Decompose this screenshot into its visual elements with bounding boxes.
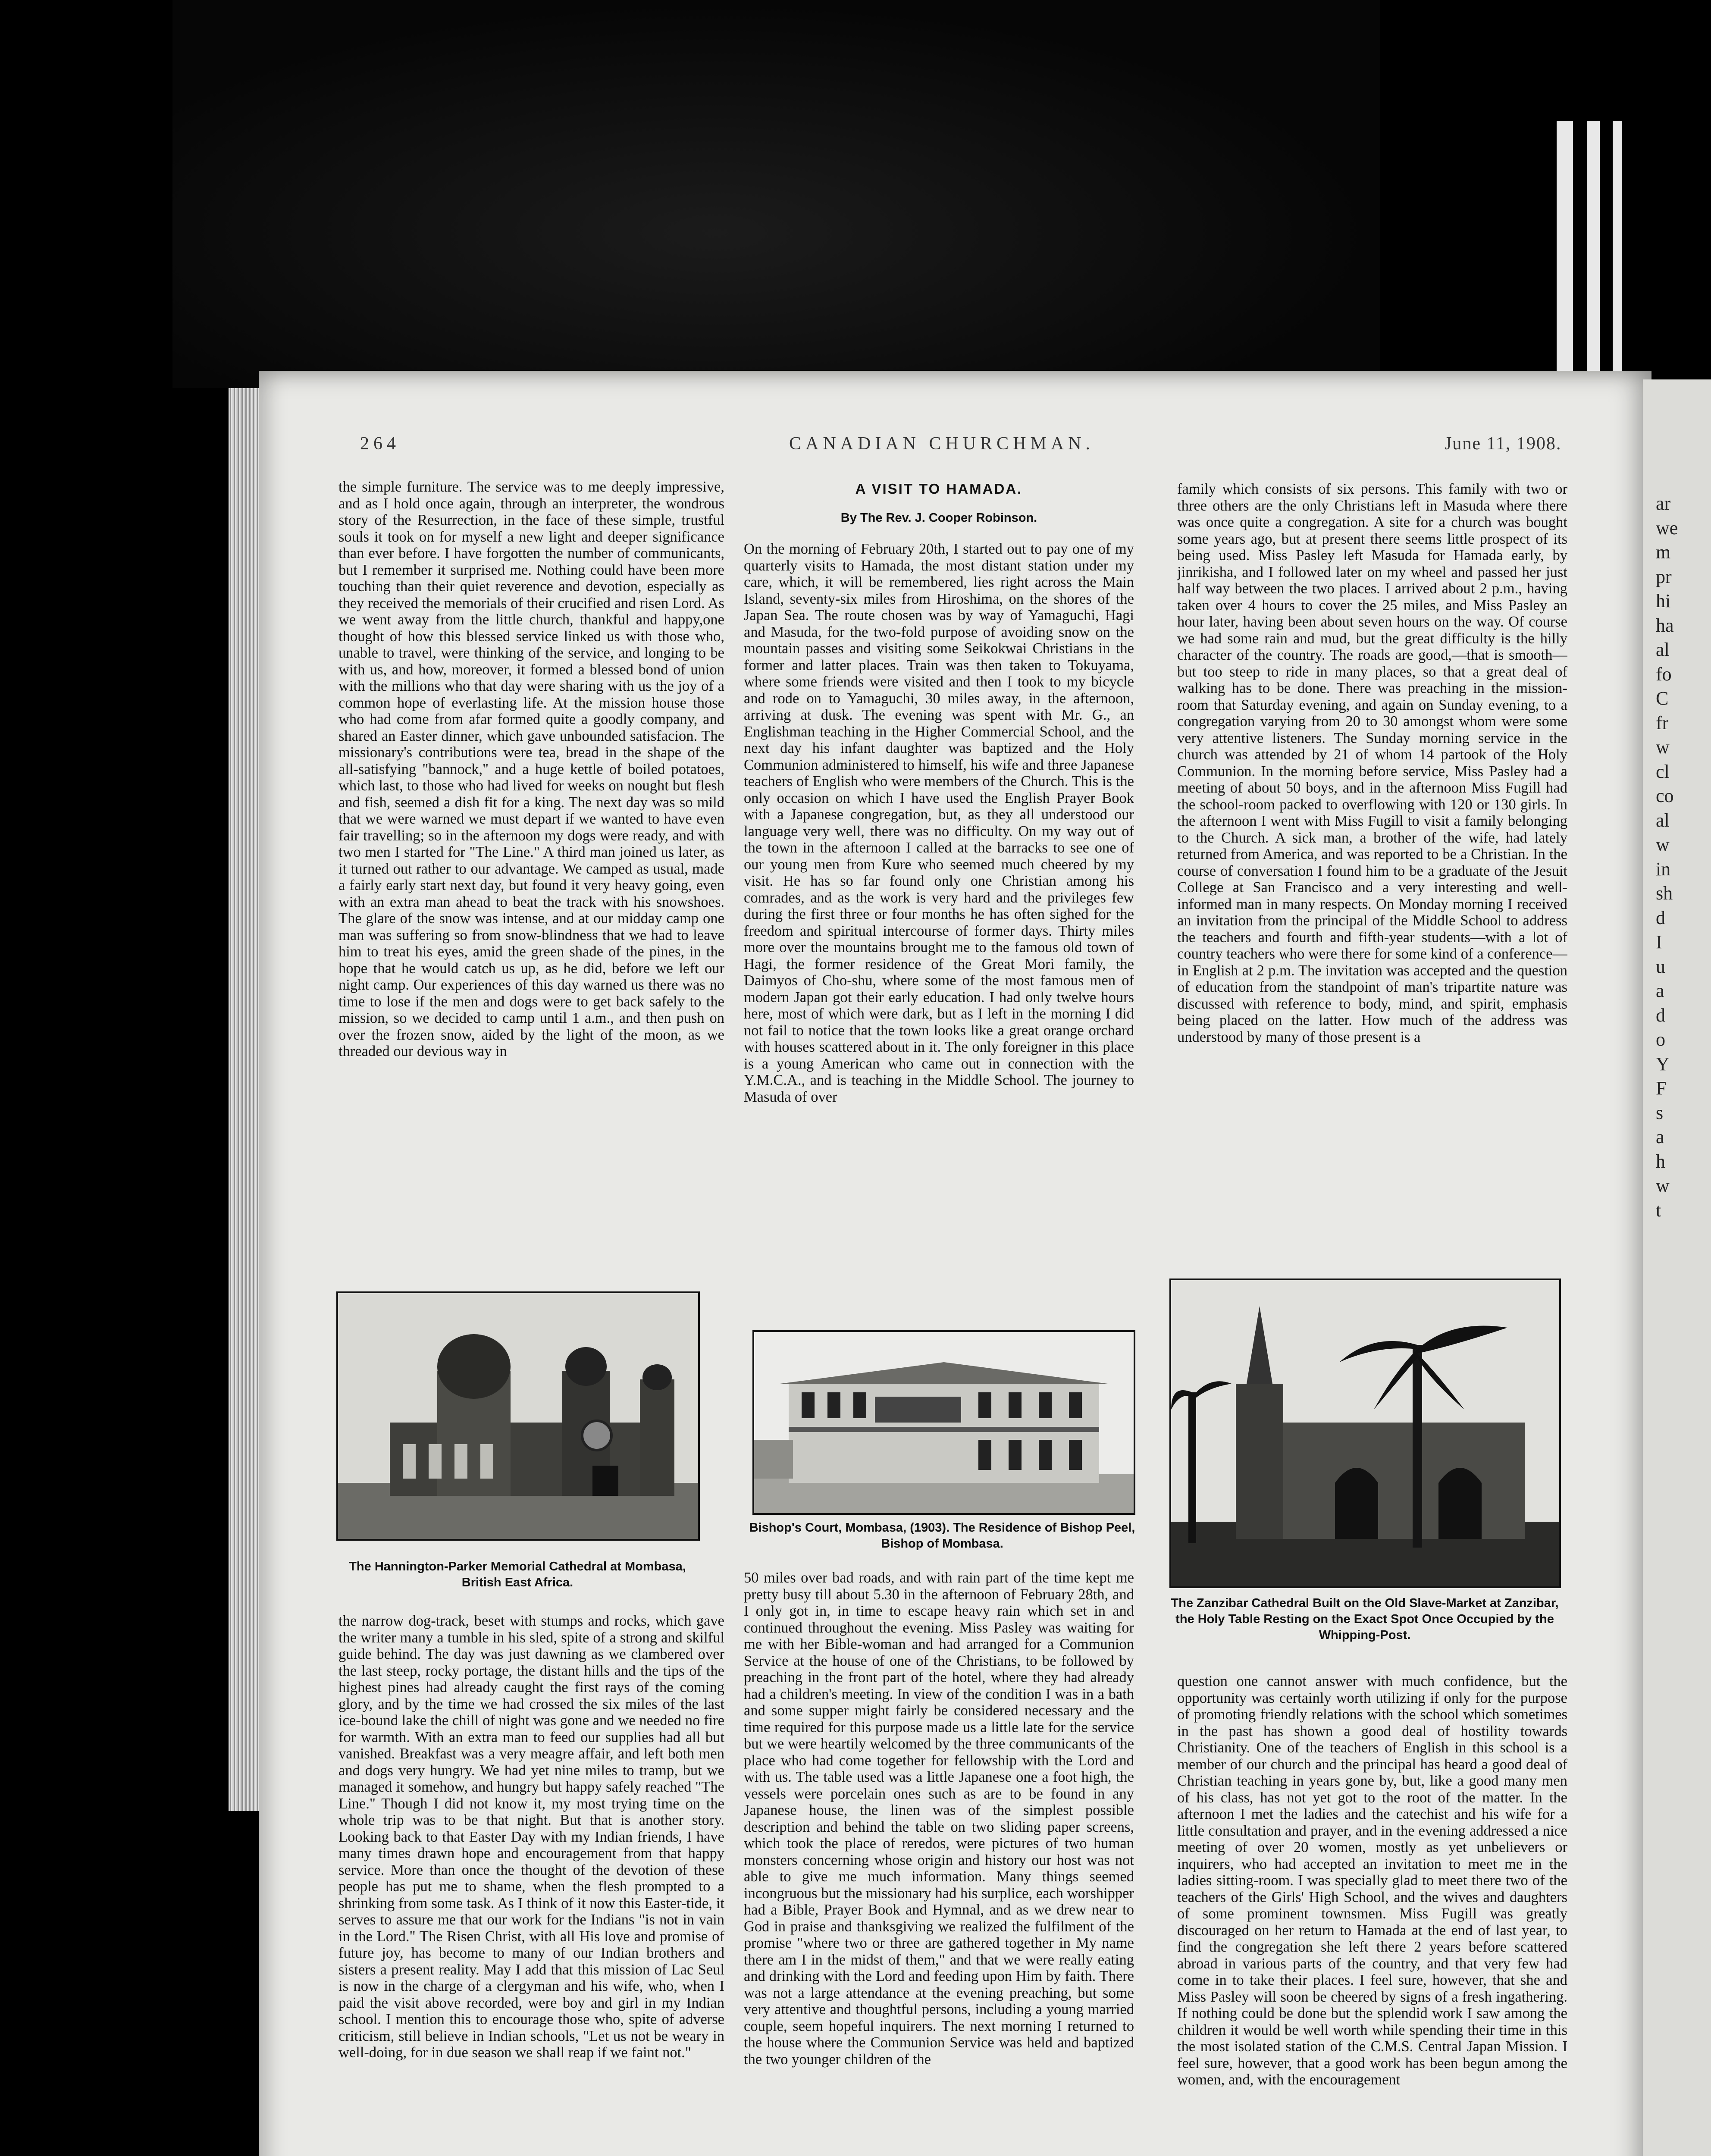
body-text: question one cannot answer with much confidence, but the opportunity was certainly worth utilizing if only for the purpose of promoting friendly relations with the school which sometimes in the past has shown a good deal of hostility towards Christianity. One of the teachers of English in this school is a member of our church and the principal has heard a good deal of Christian teaching in years gone by, but, like a good many men of his class, has not yet got to the root of the matter. In the afternoon I met the ladies and the catechist and his wife for a little consultation and prayer, and in the evening addressed a nice meeting of over 20 women, mostly as yet unbelievers or inquirers, who had accepted an invitation to meet me in the ladies sitting-room. I was specially glad to meet there two of the teachers of the Girls' High School, and the wives and daughters of some prominent townsmen. Miss Fugill was greatly discouraged on her return to Hamada at the end of last year, to find the congregation she left there 2 years before scattered abroad in various parts of the country, and that very few had come in to take their places. I feel sure, however, that she and Miss Pasley will soon be cheered by signs of a fresh ingathering. If nothing could be done but the splendid work I saw among the children it would be well worth while spending their time in this the most isolated station of the C.M.S. Central Japan Mission. I feel sure, however, that a good work has been begun among the women, and, with the encouragement xyxy=(1177,1673,1567,2088)
column-1-bottom xyxy=(338,1613,724,2134)
facing-page-edge xyxy=(1643,379,1711,2156)
body-text: family which consists of six persons. This family with two or three others are the only Christians left in Masuda where there was once quite a congregation. A site for a church was bought some years ago, but at present there seems little prospect of its being used. Miss Pasley left Masuda for Hamada early, by jinrikisha, and I followed later on my wheel and passed her just half way between the two places. I arrived about 2 p.m., having taken over 4 hours to cover the 25 miles, and Miss Pasley an hour later, having been about seven hours on the way. Of course we had some rain and mud, but the great difficulty is the hilly character of the country. The roads are good,—that is smooth—but too steep to ride in many places, so that a great deal of walking has to be done. There was preaching in the mission-room that Saturday evening, and again on Sunday evening, to a congregation varying from 20 to 30 amongst whom were some very attentive listeners. The Sunday morning service in the church was attended by 21 of whom 14 partook of the Holy Communion. In the morning before service, Miss Pasley had a meeting of about 50 boys, and in the afternoon Miss Fugill had the school-room packed to overflowing with 120 or 130 girls. In the afternoon I went with Miss Fugill to visit a family belonging to the Church. A sick man, a brother of the wife, had lately returned from America, and was reported to be a Christian. In the course of conversation I found him to be a graduate of the Jesuit College at San Francisco and a very interesting and well-informed man in many respects. On Monday morning I received an invitation from the principal of the Middle School to address the teachers and fourth and fifth-year students—with a lot of country teachers who were there for some kind of a conference—in English at 2 p.m. The invitation was accepted and the question of education from the standpoint of man's tripartite nature was discussed with reference to body, mind, and spirit, emphasis being placed on the latter. How much of the address was understood by many of those present is a xyxy=(1177,481,1567,1045)
binding-strip xyxy=(1587,121,1600,388)
photo-caption: The Zanzibar Cathedral Built on the Old Slave-Market at Zanzibar, the Holy Table Resting on the Exact Spot Once Occupied by the Whipping-Post. xyxy=(1171,1596,1559,1642)
body-text: the simple furniture. The service was to me deeply impressive, and as I hold once again, through an interpreter, the wondrous story of the Resurrection, in the face of these simple, trustful souls it took on for myself a new light and deeper significance than ever before. I have forgotten the number of communicants, but I remember it surprised me. Nothing could have been more touching than their quiet reverence and devotion, especially as they received the memorials of their crucified and risen Lord. As we went away from the little church, thankful and happy,one thought of how this blessed service linked us with those who, unable to travel, were thinking of the service, and longing to be with us, and how, moreover, it formed a blessed bond of union with the millions who that day were sharing with us the joy of a common hope of everlasting life. At the mission house those who had come from afar formed quite a goodly company, and shared an Easter dinner, which gave unbounded satisfacion. The missionary's contributions were tea, bread in the shape of the all-satisfying "bannock," and a huge kettle of boiled potatoes, which last, to those who had lived for weeks on nought but flesh and fish, seemed a dish fit for a king. The next day was so mild that we were warned we must depart if we wanted to have even fair travelling; so in the afternoon my dogs were ready, and with two men I started for "The Line." A third man joined us later, as it turned out rather to our advantage. We camped as usual, made a fairly early start next day, but found it very heavy going, even with an extra man ahead to beat the track with his snowshoes. The glare of the snow was intense, and at our midday camp one man was suffering so from snow-blindness that we had to leave him to treat his eyes, amid the green shade of the pines, in the hope that he would catch us up, as he did, before we left our night camp. Our experiences of this day warned us there was no time to lose if the men and dogs were to get back safely to the mission, so we decided to camp until 1 a.m., and then push on over the frozen snow, aided by the light of the moon, as we threaded our devious way in xyxy=(338,479,724,1059)
facing-page-text: ar we m pr hi ha al fo C fr w cl co al w in sh d I u a d o Y F s a h w t xyxy=(1656,493,1678,1221)
cathedral-mombasa-photo xyxy=(336,1291,700,1541)
column-3-top xyxy=(1177,481,1567,1270)
dark-background xyxy=(172,0,1380,388)
photo-caption: The Hannington-Parker Memorial Cathedral at Mombasa, British East Africa. xyxy=(349,1560,686,1589)
article-byline: By The Rev. J. Cooper Robinson. xyxy=(840,511,1037,525)
body-text: 50 miles over bad roads, and with rain part of the time kept me pretty busy till about 5.30 in the afternoon of February 28th, and I only got in, in time to escape heavy rain which set in and continued throughout the evening. Miss Pasley was waiting for me with her Bible-woman and had arranged for a Communion Service at the house of one of the Christians, to be followed by preaching in the front part of the hotel, where they had already had a children's meeting. In view of the condition I was in a bath and some supper might fairly be considered necessary and the time required for this purpose made us a little late for the service but we were heartily welcomed by the three communicants of the place who had come together for fellowship with the Lord and with us. The table used was a little Japanese one a foot high, the vessels were porcelain ones such as are to be found in any Japanese house, the linen was of the simplest possible description and behind the table on two sliding paper screens, which took the place of reredos, were pictures of two human monsters concerning whose origin and history our host was not able to give me much information. Many things seemed incongruous but the missionary had his surplice, each worshipper had a Bible, Prayer Book and Hymnal, and as we drew near to God in praise and thanksgiving we realized the fulfilment of the promise "where two or three are gathered together in My name there am I in the midst of them," and that we were really eating and drinking with the Lord and feeding upon Him by faith. There was not a large attendance at the evening preaching, but some very attentive and thoughtful persons, including a young married couple, seem hopeful inquirers. The next morning I returned to the house where the Communion Service was held and baptized the two younger children of the xyxy=(744,1570,1134,2068)
column-3-bottom xyxy=(1177,1673,1567,2139)
body-text: the narrow dog-track, beset with stumps and rocks, which gave the writer many a tumble in his sled, spite of a strong and skilful guide behind. The day was just dawning as we clambered over the last steep, rocky portage, the distant hills and the tips of the highest pines had already caught the first rays of the coming glory, and by the time we had crossed the six miles of the last ice-bound lake the chill of night was gone and we needed no fire for warmth. With an extra man to feed our supplies had all but vanished. Breakfast was a very meagre affair, and left both men and dogs very hungry. We had yet nine miles to tramp, but we managed it somehow, and hungry but happy safely reached "The Line." Though I did not know it, my most trying time on the whole trip was to be that night. But that is another story. Looking back to that Easter Day with my Indian friends, I have many times drawn hope and encouragement from that happy service. More than once the thought of the devotion of these people has put me to shame, when the flesh prompted to a shrinking from some task. As I think of it now this Easter-tide, it serves to assure me that our work for the Indians "is not in vain in the Lord." The Risen Christ, with all His love and promise of future joy, has become to many of our Indian brothers and sisters a present reality. May I add that this mission of Lac Seul is now in the charge of a clergyman and his wife, who, when I paid the visit above recorded, were boy and girl in my Indian school. I mention this to encourage those who, spite of adverse criticism, still believe in Indian schools, "Let us not be weary in well-doing, for in due season we shall reap if we faint not." xyxy=(338,1613,724,2061)
column-2-bottom xyxy=(744,1570,1134,2134)
publication-title: CANADIAN CHURCHMAN. xyxy=(789,434,1095,454)
binding-strip xyxy=(1557,121,1573,388)
zanzibar-cathedral-photo xyxy=(1169,1279,1561,1588)
column-2-top xyxy=(744,481,1134,1300)
issue-date: June 11, 1908. xyxy=(1445,434,1562,454)
photo-caption: Bishop's Court, Mombasa, (1903). The Residence of Bishop Peel, Bishop of Mombasa. xyxy=(749,1521,1135,1551)
column-1-top xyxy=(338,479,724,1268)
article-title: A VISIT TO HAMADA. xyxy=(855,481,1023,497)
bishops-court-photo xyxy=(752,1330,1135,1515)
page-number: 264 xyxy=(360,434,400,454)
page-edges xyxy=(229,388,263,1811)
body-text: On the morning of February 20th, I started out to pay one of my quarterly visits to Hamada, the most distant station under my care, which, it will be remembered, lies right across the Main Island, seventy-six miles from Hiroshima, on the shores of the Japan Sea. The route chosen was by way of Yamaguchi, Hagi and Masuda, for the two-fold purpose of avoiding snow on the mountain passes and visiting some Seikokwai Christians in the former and latter places. Train was then taken to Tokuyama, where some friends were visited and then I took to my bicycle and rode on to Yamaguchi, 30 miles away, in the afternoon, arriving at dusk. The evening was spent with Mr. G., an Englishman teaching in the Higher Commercial School, and the next day his infant daughter was baptized and the Holy Communion administered to himself, his wife and three Japanese teachers of English who were members of the Church. This is the only occasion on which I have used the English Prayer Book with a Japanese congregation, but, as they all understood our language very well, there was no difficulty. On my way out of the town in the afternoon I called at the barracks to see one of our young men from Kure who seemed much cheered by my visit. He has so far found only one Christian among his comrades, and as the work is very hard and the privileges few during the first three or four months he has often sighed for the freedom and spiritual intercourse of former days. Thirty miles more over the mountains brought me to the famous old town of Hagi, the former residence of the Great Mori family, the Daimyos of Cho-shu, where some of the most famous men of modern Japan got their early education. I had only twelve hours here, most of which were dark, but as I left in the morning I did not fail to notice that the town looks like a great orange orchard with houses scattered about in it. The only foreigner in this place is a young American who came out in connection with the Y.M.C.A., and is teaching in the Middle School. The journey to Masuda of over xyxy=(744,541,1134,1105)
binding-strip xyxy=(1613,121,1622,388)
